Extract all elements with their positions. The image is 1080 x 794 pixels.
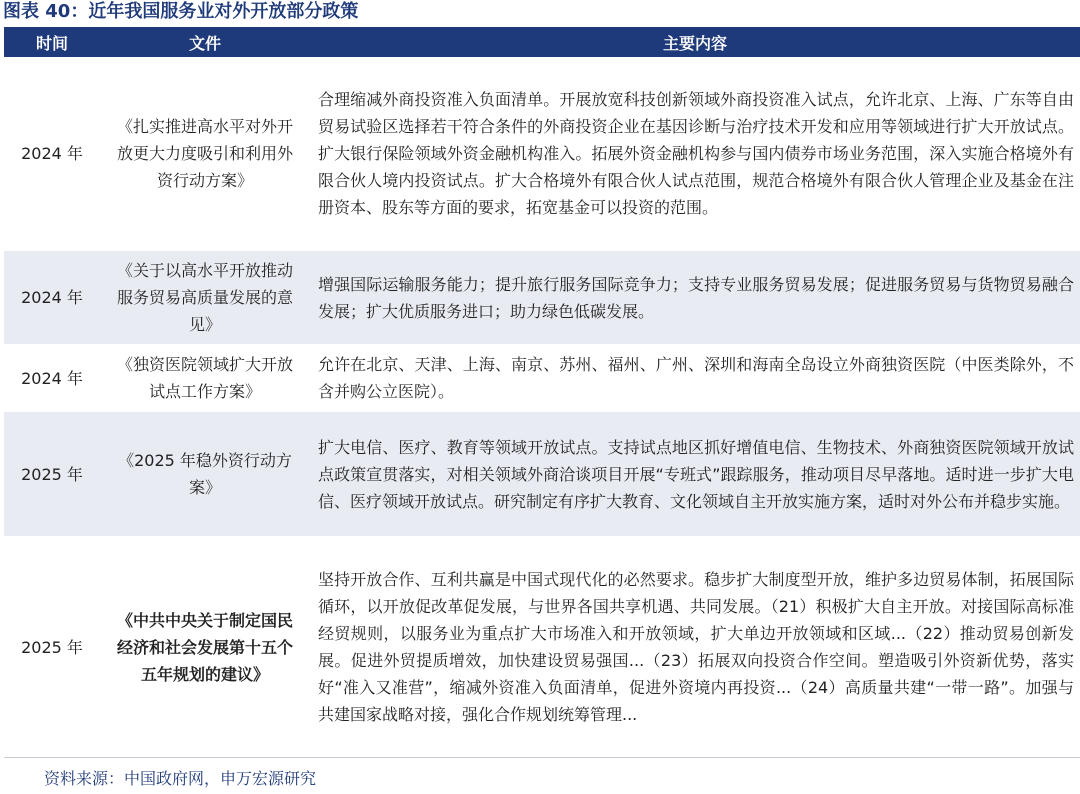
row-content: 坚持开放合作、互利共赢是中国式现代化的必然要求。稳步扩大制度型开放，维护多边贸易体制，拓展国际循环，以开放促改革促发展，与世界各国共享机遇、共同发展。（21）积极扩大自主开放。对接国际高标准经贸规则，以服务业为重点扩大市场准入和开放领域，扩大单边开放领域和区域...（22）推动贸易创新发展。促进外贸提质增效，加快建设贸易强国...（23）拓展双向投资合作空间。塑造吸引外资新优势，落实好“准入又准营”，缩减外资准入负面清单，促进外资境内再投资...（24）高质量共建“一带一路”。加强与共建国家战略对接，强化合作规划统筹管理... bbox=[310, 537, 1080, 757]
table-row bbox=[4, 250, 1080, 345]
row-year: 2024 年 bbox=[4, 250, 100, 345]
row-year: 2025 年 bbox=[4, 411, 100, 537]
row-document: 《中共中央关于制定国民经济和社会发展第十五个五年规划的建议》 bbox=[100, 537, 310, 757]
table-row bbox=[4, 537, 1080, 757]
table-row bbox=[4, 57, 1080, 250]
row-content: 扩大电信、医疗、教育等领域开放试点。支持试点地区抓好增值电信、生物技术、外商独资医院领域开放试点政策宣贯落实，对相关领域外商洽谈项目开展“专班式”跟踪服务，推动项目尽早落地。适时进一步扩大电信、医疗领域开放试点。研究制定有序扩大教育、文化领域自主开放实施方案，适时对外公布并稳步实施。 bbox=[310, 411, 1080, 537]
row-document: 《独资医院领域扩大开放试点工作方案》 bbox=[100, 345, 310, 411]
row-document: 《扎实推进高水平对外开放更大力度吸引和利用外资行动方案》 bbox=[100, 57, 310, 250]
header-document: 文件 bbox=[100, 27, 310, 57]
row-document: 《关于以高水平开放推动服务贸易高质量发展的意见》 bbox=[100, 250, 310, 345]
header-time: 时间 bbox=[4, 27, 100, 57]
row-year: 2024 年 bbox=[4, 57, 100, 250]
table-row bbox=[4, 345, 1080, 411]
header-content: 主要内容 bbox=[310, 27, 1080, 57]
source-note: 资料来源：中国政府网，申万宏源研究 bbox=[44, 769, 317, 788]
row-year: 2025 年 bbox=[4, 537, 100, 757]
policy-table bbox=[4, 27, 1080, 758]
row-content: 允许在北京、天津、上海、南京、苏州、福州、广州、深圳和海南全岛设立外商独资医院（中医类除外，不含并购公立医院）。 bbox=[310, 345, 1080, 411]
row-content: 合理缩减外商投资准入负面清单。开展放宽科技创新领域外商投资准入试点，允许北京、上海、广东等自由贸易试验区选择若干符合条件的外商投资企业在基因诊断与治疗技术开发和应用等领域进行扩大开放试点。扩大银行保险领域外资金融机构准入。拓展外资金融机构参与国内债券市场业务范围，深入实施合格境外有限合伙人境内投资试点。扩大合格境外有限合伙人试点范围，规范合格境外有限合伙人管理企业及基金在注册资本、股东等方面的要求，拓宽基金可以投资的范围。 bbox=[310, 57, 1080, 250]
table-header-row bbox=[4, 27, 1080, 57]
row-year: 2024 年 bbox=[4, 345, 100, 411]
footer-divider bbox=[4, 757, 1080, 758]
row-document: 《2025 年稳外资行动方案》 bbox=[100, 411, 310, 537]
figure-title: 图表 40：近年我国服务业对外开放部分政策 bbox=[3, 1, 359, 22]
row-content: 增强国际运输服务能力；提升旅行服务国际竞争力；支持专业服务贸易发展；促进服务贸易与货物贸易融合发展；扩大优质服务进口；助力绿色低碳发展。 bbox=[310, 250, 1080, 345]
table-row bbox=[4, 411, 1080, 537]
